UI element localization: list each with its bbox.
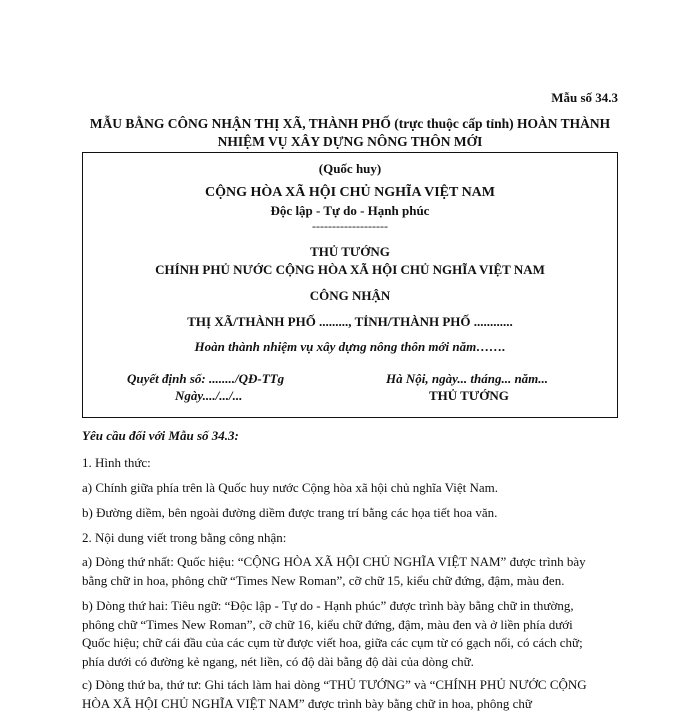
paragraph-b-line-1: b) Dòng thứ hai: Tiêu ngữ: “Độc lập - Tự do - Hạnh phúc” được trình bày bằng chữ in thường, — [82, 597, 618, 616]
signer-title: THỦ TƯỚNG — [429, 388, 509, 404]
document-title-line-1: MẪU BẰNG CÔNG NHẬN THỊ XÃ, THÀNH PHỐ (trực thuộc cấp tỉnh) HOÀN THÀNH — [82, 115, 618, 133]
paragraph-b-line-4: phía dưới có đường kẻ ngang, nét liền, có độ dài bằng độ dài của dòng chữ. — [82, 653, 618, 672]
place-and-date: Hà Nội, ngày... tháng... năm... — [386, 371, 548, 387]
country-name: CỘNG HÒA XÃ HỘI CHỦ NGHĨA VIỆT NAM — [83, 185, 617, 201]
motto-divider: ------------------- — [83, 219, 617, 234]
requirement-paragraph-b — [82, 597, 618, 671]
decision-date: Ngày..../.../... — [175, 388, 242, 404]
paragraph-a-line-1: a) Dòng thứ nhất: Quốc hiệu: “CỘNG HÒA XÃ HỘI CHỦ NGHĨA VIỆT NAM” được trình bày — [82, 553, 618, 572]
national-motto: Độc lập - Tự do - Hạnh phúc — [83, 203, 617, 219]
recognition-heading: CÔNG NHẬN — [83, 288, 617, 304]
document-title-line-2: NHIỆM VỤ XÂY DỰNG NÔNG THÔN MỚI — [82, 133, 618, 151]
issuer-government: CHÍNH PHỦ NƯỚC CỘNG HÒA XÃ HỘI CHỦ NGHĨA VIỆT NAM — [83, 262, 617, 278]
decision-number: Quyết định số: ......../QĐ-TTg — [127, 371, 284, 387]
requirement-item: b) Đường diềm, bên ngoài đường diềm được trang trí bằng các họa tiết hoa văn. — [82, 504, 618, 523]
recipient-line: THỊ XÃ/THÀNH PHỐ ........., TỈNH/THÀNH PHỐ ............ — [83, 314, 617, 330]
achievement-line: Hoàn thành nhiệm vụ xây dựng nông thôn mới năm……. — [83, 339, 617, 355]
requirement-item: 2. Nội dung viết trong bằng công nhận: — [82, 529, 618, 548]
paragraph-c-line-1: c) Dòng thứ ba, thứ tư: Ghi tách làm hai dòng “THỦ TƯỚNG” và “CHÍNH PHỦ NƯỚC CỘNG — [82, 676, 618, 695]
requirement-item: 1. Hình thức: — [82, 454, 618, 473]
certificate-frame — [82, 152, 618, 418]
requirement-paragraph-a — [82, 553, 618, 590]
issuer-title: THỦ TƯỚNG — [83, 244, 617, 260]
requirements-heading: Yêu cầu đối với Mẫu số 34.3: — [82, 428, 239, 444]
requirement-item: a) Chính giữa phía trên là Quốc huy nước Cộng hòa xã hội chủ nghĩa Việt Nam. — [82, 479, 618, 498]
requirement-paragraph-c — [82, 676, 618, 713]
form-number: Mẫu số 34.3 — [551, 90, 618, 106]
emblem-placeholder: (Quốc huy) — [83, 161, 617, 177]
document-title — [82, 115, 618, 151]
paragraph-a-line-2: bằng chữ in hoa, phông chữ “Times New Roman”, cỡ chữ 15, kiểu chữ đứng, đậm, màu đen. — [82, 572, 618, 591]
paragraph-b-line-2: phông chữ “Times New Roman”, cỡ chữ 16, kiểu chữ đứng, đậm, màu đen và ở liền phía dưới — [82, 616, 618, 635]
paragraph-c-line-2: HÒA XÃ HỘI CHỦ NGHĨA VIỆT NAM” được trình bày bằng chữ in hoa, phông chữ — [82, 695, 618, 713]
paragraph-b-line-3: Quốc hiệu; chữ cái đầu của các cụm từ được viết hoa, giữa các cụm từ có gạch nối, có cách chữ; — [82, 634, 618, 653]
